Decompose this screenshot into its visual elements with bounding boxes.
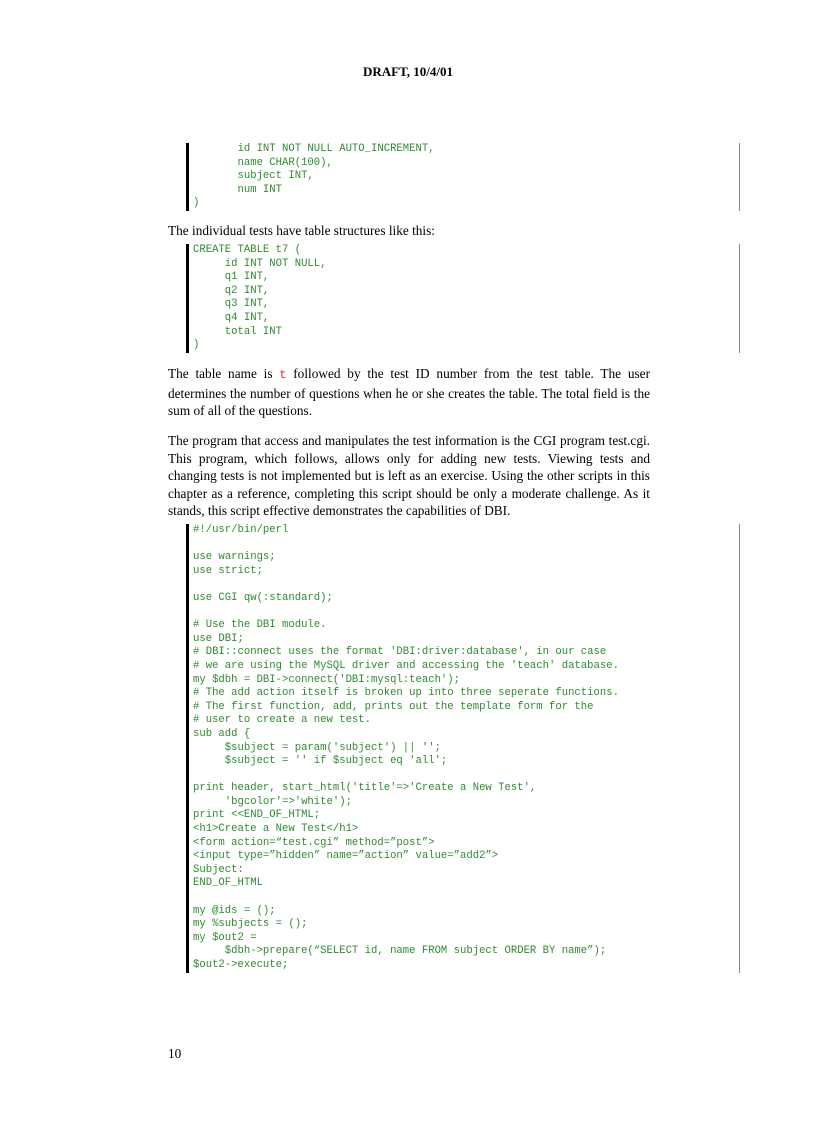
page-number: 10 [168, 1046, 182, 1061]
code-line: id INT NOT NULL AUTO_INCREMENT, [193, 143, 435, 155]
code-block-table-fields [186, 143, 740, 211]
code-line: id INT NOT NULL, [193, 257, 327, 270]
code-block-test-cgi [186, 524, 740, 973]
code-line: q4 INT, [193, 311, 270, 324]
code-line: q2 INT, [193, 284, 270, 297]
code-line: use warnings; [193, 551, 276, 564]
code-line: name CHAR(100), [193, 156, 333, 169]
code-block-create-table [186, 244, 740, 353]
code-line: print header, start_html('title'=>'Create a New Test', [193, 782, 537, 795]
code-line: <input type=”hidden” name=”action” value=”add2”> [193, 850, 499, 863]
paragraph-table-structures: The individual tests have table structures like this: [168, 223, 435, 238]
code-line: $subject = param('subject') || ''; [193, 741, 441, 754]
code-line: sub add { [193, 727, 251, 740]
code-line [193, 578, 739, 592]
code-line: my $out2 = [193, 931, 257, 944]
code-line: my %subjects = (); [193, 918, 308, 931]
code-line: # The first function, add, prints out the template form for the [193, 700, 594, 713]
code-line: print <<END_OF_HTML; [193, 809, 321, 822]
code-line: 'bgcolor'=>'white'); [193, 795, 352, 808]
code-line [193, 606, 739, 620]
code-line: use strict; [193, 564, 263, 577]
paragraph-table-name [168, 365, 650, 420]
code-line: q3 INT, [193, 298, 270, 311]
code-line [193, 538, 739, 552]
paragraph-table-name-before: The table name is [168, 366, 280, 381]
inline-code-t: t [279, 368, 287, 382]
code-line [193, 769, 739, 783]
code-line: $subject = '' if $subject eq 'all'; [193, 755, 448, 768]
code-line: END_OF_HTML [193, 877, 263, 890]
code-line: $dbh->prepare(“SELECT id, name FROM subject ORDER BY name”); [193, 945, 607, 958]
code-line: Subject: [193, 863, 244, 876]
draft-header: DRAFT, 10/4/01 [362, 64, 454, 79]
code-line: # DBI::connect uses the format 'DBI:driver:database', in our case [193, 646, 607, 659]
code-line: CREATE TABLE t7 ( [193, 244, 302, 256]
code-line: my $dbh = DBI->connect('DBI:mysql:teach'); [193, 673, 461, 686]
code-line: # Use the DBI module. [193, 619, 327, 632]
code-line: num INT [193, 183, 283, 196]
code-line: q1 INT, [193, 271, 270, 284]
code-line: $out2->execute; [193, 959, 289, 971]
paragraph-table-name-after: followed by the test ID number from the test table. The user determines the number of questions when he or she creates the table. The total field is the sum of all of the questions. [168, 366, 650, 418]
code-line: use DBI; [193, 632, 244, 645]
code-line: <form action=“test.cgi” method=”post”> [193, 836, 435, 849]
code-line: #!/usr/bin/perl [193, 524, 289, 536]
code-line: # The add action itself is broken up into three seperate functions. [193, 687, 619, 700]
code-line: # user to create a new test. [193, 714, 372, 727]
code-line [193, 891, 739, 905]
code-line: my @ids = (); [193, 904, 276, 917]
code-line: <h1>Create a New Test</h1> [193, 823, 359, 836]
code-line: subject INT, [193, 170, 314, 183]
paragraph-test-cgi: The program that access and manipulates the test information is the CGI program test.cgi. This program, which follows, allows only for adding new tests. Viewing tests and changing tests is not implemented but is left as an exercise. Using the other scripts in this chapter as a reference, completing this script should be only a moderate challenge. As it stands, this script effective demonstrates the capabilities of DBI. [168, 433, 650, 518]
code-line: ) [193, 197, 200, 210]
code-line: ) [193, 339, 200, 352]
code-line: total INT [193, 325, 283, 338]
code-line: use CGI qw(:standard); [193, 591, 333, 604]
code-line: # we are using the MySQL driver and accessing the 'teach' database. [193, 659, 619, 672]
